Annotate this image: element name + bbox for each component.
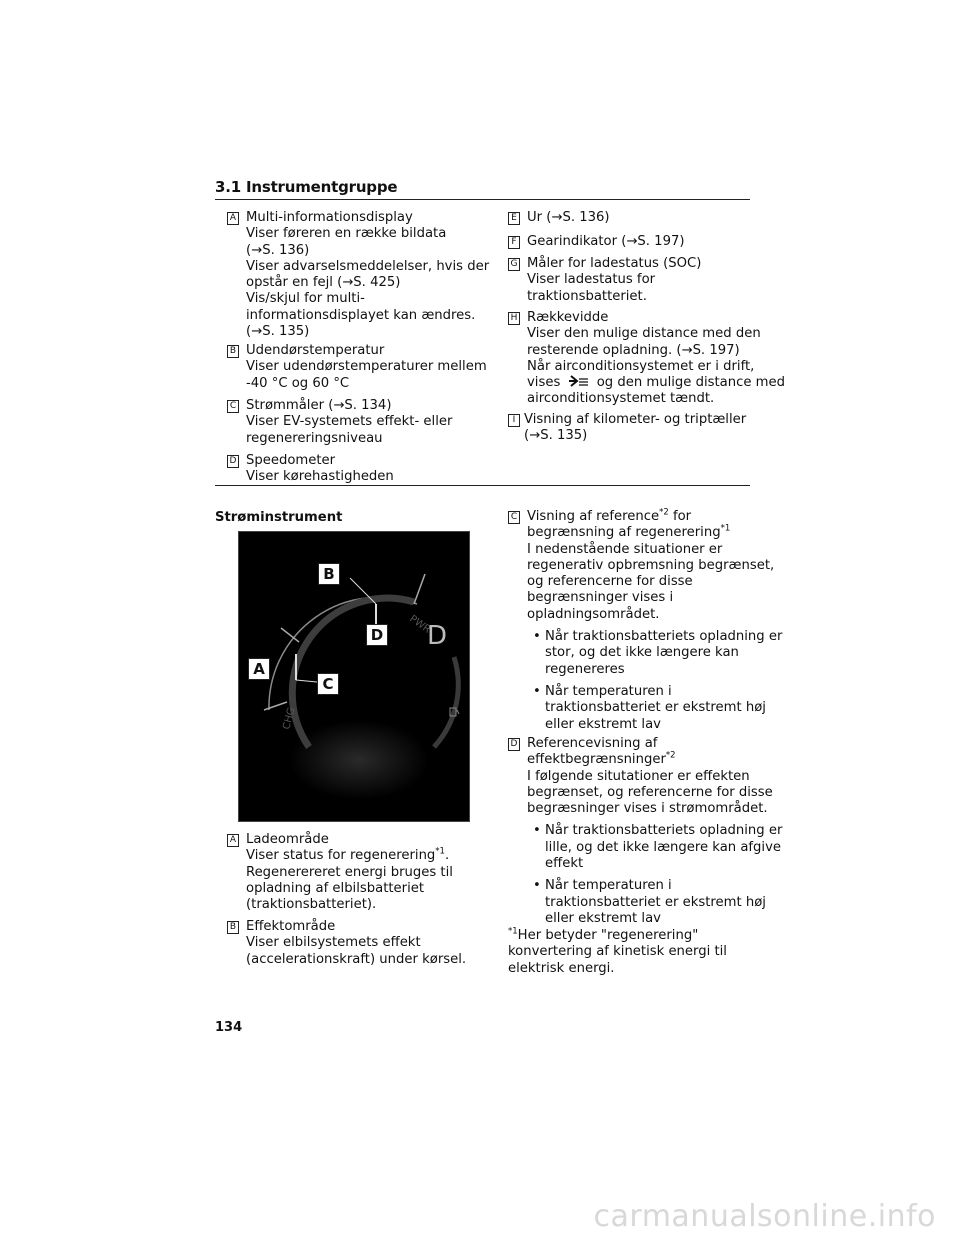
section-divider bbox=[215, 485, 750, 486]
chg-label: CHG bbox=[281, 706, 298, 731]
pm-a-line: Regenerereret energi bruges til bbox=[246, 864, 453, 880]
bullet-item bbox=[527, 823, 782, 872]
vises-word: vises bbox=[527, 375, 561, 391]
bullet-dot: • bbox=[533, 878, 541, 894]
bullet-line: Når traktionsbatteriets opladning er bbox=[545, 823, 783, 839]
footnote-line: elektrisk energi. bbox=[508, 960, 615, 976]
footnote bbox=[508, 928, 727, 977]
bullet-item bbox=[527, 629, 782, 678]
pm-a-period: . bbox=[444, 848, 450, 864]
pm-c-line: begrænsninger vises i bbox=[527, 590, 674, 606]
item-c-line: Strømmåler (→S. 134) bbox=[246, 398, 392, 413]
gear-indicator: D bbox=[427, 621, 448, 651]
bullet-line: Når traktionsbatteriets opladning er bbox=[545, 629, 783, 645]
power-meter-gauge bbox=[239, 532, 469, 821]
pm-a-text: Viser status for regenerering bbox=[246, 848, 436, 864]
item-a-line: Multi-informationsdisplay bbox=[246, 210, 413, 225]
pm-d-text: effektbegrænsninger bbox=[527, 752, 666, 768]
soc-track bbox=[434, 657, 458, 747]
badge-d: D bbox=[227, 455, 239, 468]
item-i-line: Visning af kilometer- og triptæller bbox=[524, 412, 747, 427]
label-a: A bbox=[248, 658, 270, 680]
pm-badge-d: D bbox=[508, 738, 520, 751]
air-conditioning-icon bbox=[568, 375, 590, 388]
item-h-line: airconditionsystemet tændt. bbox=[527, 391, 715, 407]
bullet-item bbox=[527, 684, 782, 733]
footnote-marker: *1 bbox=[508, 926, 518, 937]
bullet-line: eller ekstremt lav bbox=[545, 910, 661, 926]
item-g-line: traktionsbatteriet. bbox=[527, 288, 647, 304]
section-title: 3.1 Instrumentgruppe bbox=[215, 178, 398, 196]
pm-badge-c: C bbox=[508, 511, 520, 524]
item-h-line: Viser den mulige distance med den bbox=[527, 326, 761, 342]
item-a-line: informationsdisplayet kan ændres. bbox=[246, 307, 476, 323]
page-number: 134 bbox=[215, 1020, 243, 1035]
footnote-ref: *1 bbox=[720, 523, 731, 534]
power-limit-marker bbox=[414, 574, 425, 604]
label-b: B bbox=[318, 563, 340, 585]
badge-c: C bbox=[227, 400, 239, 413]
gauge-shadow bbox=[289, 720, 429, 800]
pm-c-line-sup bbox=[527, 509, 782, 525]
badge-g: G bbox=[508, 258, 520, 271]
pm-c-line-sup bbox=[527, 525, 782, 541]
footnote-line: konvertering af kinetisk energi til bbox=[508, 944, 727, 960]
pm-c-text: for bbox=[668, 509, 692, 524]
bullet-line: traktionsbatteriet er ekstremt høj bbox=[545, 700, 766, 716]
bullet-dot: • bbox=[533, 823, 541, 839]
bullet-line: stor, og det ikke længere kan bbox=[545, 645, 739, 661]
badge-h: H bbox=[508, 312, 520, 325]
footnote-text: Her betyder "regenerering" bbox=[517, 928, 699, 943]
pm-d-line: Referencevisning af bbox=[527, 736, 658, 751]
item-h-line-with-icon bbox=[527, 375, 785, 391]
item-b-line: Udendørstemperatur bbox=[246, 343, 385, 358]
item-a-line: opstår en fejl (→S. 425) bbox=[246, 275, 401, 291]
charge-limit-marker bbox=[264, 702, 287, 710]
pm-a-line: Ladeområde bbox=[246, 832, 329, 847]
pm-b-line: (accelerationskraft) under kørsel. bbox=[246, 951, 467, 967]
badge-b: B bbox=[227, 345, 239, 358]
pm-d-line: begrænset, og referencerne for disse bbox=[527, 784, 773, 800]
bullet-dot: • bbox=[533, 629, 541, 645]
bullet-item bbox=[527, 878, 782, 927]
bullet-dot: • bbox=[533, 683, 541, 699]
bullet-line: lille, og det ikke længere kan afgive bbox=[545, 839, 782, 855]
bullet-line: Når temperaturen i bbox=[545, 683, 672, 699]
watermark: carmanualsonline.info bbox=[593, 1199, 936, 1234]
item-f-line: Gearindikator (→S. 197) bbox=[527, 234, 685, 249]
label-c: C bbox=[317, 673, 339, 695]
item-i-line: (→S. 135) bbox=[524, 428, 588, 444]
item-a-line: (→S. 135) bbox=[246, 324, 310, 340]
pm-c-text: begrænsning af regenerering bbox=[527, 525, 721, 541]
power-meter-figure bbox=[238, 531, 470, 822]
item-h-line: resterende opladning. (→S. 197) bbox=[527, 342, 740, 358]
item-g-line: Viser ladestatus for bbox=[527, 272, 656, 288]
bullet-line: Når temperaturen i bbox=[545, 878, 672, 894]
footnote-line-sup bbox=[508, 928, 727, 944]
badge-i: I bbox=[508, 414, 520, 427]
item-a-line: Vis/skjul for multi- bbox=[246, 291, 365, 307]
pwr-label: PWR bbox=[407, 613, 433, 636]
item-a-line: Viser advarselsmeddelelser, hvis der bbox=[246, 258, 490, 274]
footnote-ref: *2 bbox=[665, 750, 676, 761]
leader-c bbox=[296, 680, 317, 682]
pm-d-line-sup bbox=[527, 752, 782, 768]
pm-b-line: Effektområde bbox=[246, 919, 336, 934]
pm-c-text: Visning af reference bbox=[527, 509, 660, 524]
item-d-line: Speedometer bbox=[246, 453, 336, 468]
pm-badge-b: B bbox=[227, 921, 239, 934]
item-h-line: Når airconditionsystemet er i drift, bbox=[527, 358, 755, 374]
item-h-line: og den mulige distance med bbox=[596, 375, 786, 391]
pm-badge-a: A bbox=[227, 834, 239, 847]
pm-d-line: I følgende situtationer er effekten bbox=[527, 768, 750, 784]
item-b-line: -40 °C og 60 °C bbox=[246, 375, 350, 391]
footnote-ref: *2 bbox=[659, 507, 669, 518]
item-h-line: Rækkevidde bbox=[527, 310, 609, 325]
pm-a-line-sup bbox=[246, 848, 453, 864]
badge-e: E bbox=[508, 212, 520, 225]
item-a-line: (→S. 136) bbox=[246, 242, 310, 258]
pm-a-line: (traktionsbatteriet). bbox=[246, 897, 377, 913]
label-d: D bbox=[366, 624, 388, 646]
pm-c-line: og referencerne for disse bbox=[527, 574, 693, 590]
item-e-line: Ur (→S. 136) bbox=[527, 210, 610, 225]
pm-d-line: begræsninger vises i strømområdet. bbox=[527, 801, 768, 817]
bullet-line: traktionsbatteriet er ekstremt høj bbox=[545, 894, 766, 910]
item-a-line: Viser føreren en række bildata bbox=[246, 226, 447, 242]
item-g-line: Måler for ladestatus (SOC) bbox=[527, 256, 702, 271]
item-b-line: Viser udendørstemperaturer mellem bbox=[246, 359, 487, 375]
header-rule bbox=[215, 199, 750, 200]
item-c-line: regenereringsniveau bbox=[246, 430, 383, 446]
pm-c-line: opladningsområdet. bbox=[527, 606, 660, 622]
item-d-line: Viser kørehastigheden bbox=[246, 469, 394, 485]
bullet-line: effekt bbox=[545, 856, 584, 872]
pm-b-line: Viser elbilsystemets effekt bbox=[246, 935, 421, 951]
badge-a: A bbox=[227, 212, 239, 225]
footnote-ref: *1 bbox=[435, 846, 445, 857]
pm-c-line: regenerativ opbremsning begrænset, bbox=[527, 557, 775, 573]
badge-f: F bbox=[508, 236, 520, 249]
bullet-line: eller ekstremt lav bbox=[545, 716, 661, 732]
bullet-line: regenereres bbox=[545, 661, 625, 677]
subsection-title: Strøminstrument bbox=[215, 510, 343, 525]
pm-a-line: opladning af elbilsbatteriet bbox=[246, 880, 425, 896]
pm-c-line: I nedenstående situationer er bbox=[527, 541, 723, 557]
item-c-line: Viser EV-systemets effekt- eller bbox=[246, 414, 453, 430]
